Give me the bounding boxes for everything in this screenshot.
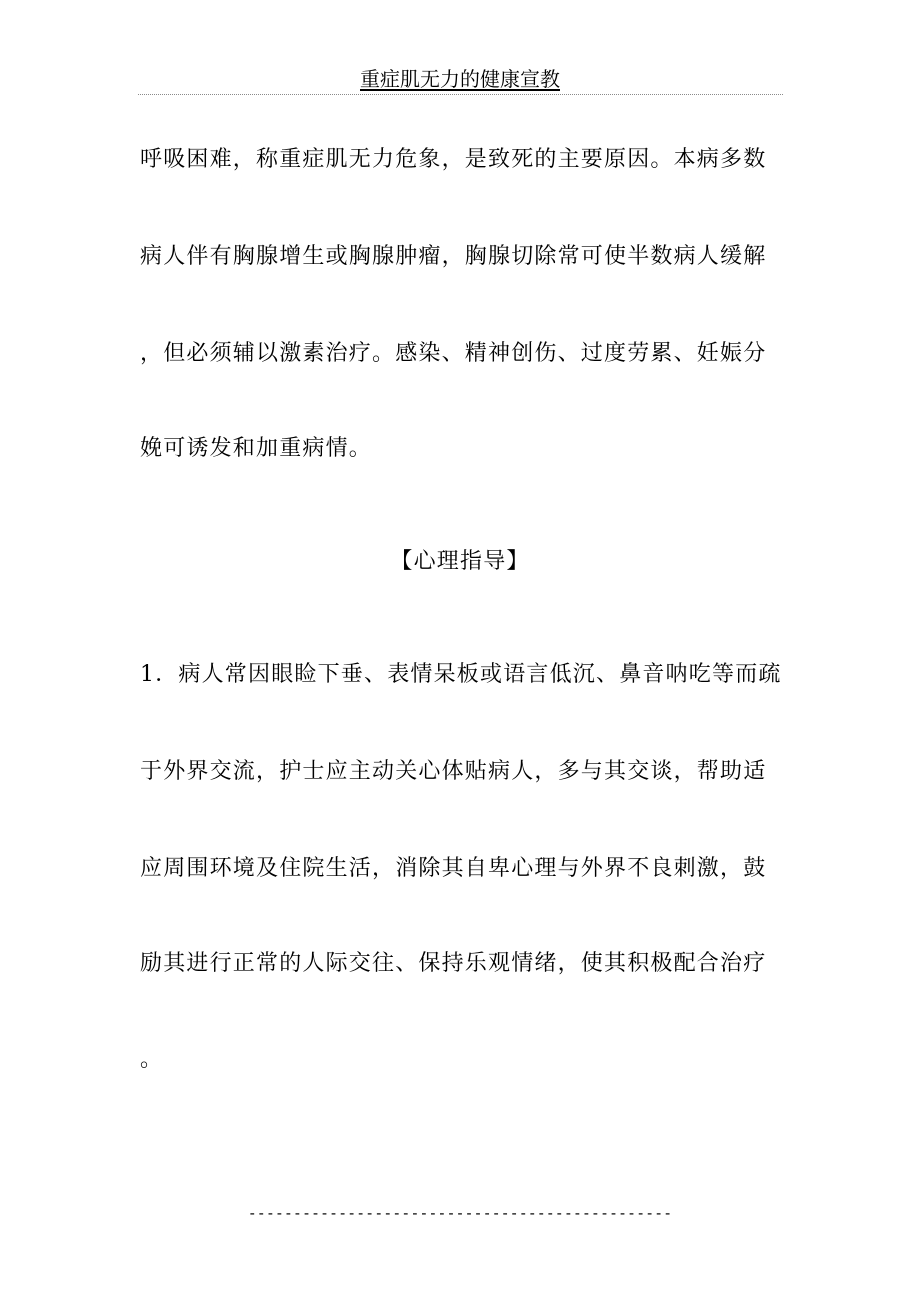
- paragraph-line: 呼吸困难，称重症肌无力危象，是致死的主要原因。本病多数: [140, 147, 767, 172]
- paragraph-line: ，但必须辅以激素治疗。感染、精神创伤、过度劳累、妊娠分: [140, 341, 767, 366]
- footer-divider: -----------------------------------------------: [247, 1204, 673, 1222]
- header-divider: [138, 94, 783, 95]
- paragraph-line: 娩可诱发和加重病情。: [140, 436, 373, 461]
- paragraph-line: 。: [140, 1047, 164, 1072]
- section-heading-psychological-guidance: 【心理指导】: [390, 549, 530, 574]
- paragraph-line: 应周围环境及住院生活，消除其自卑心理与外界不良刺激，鼓: [140, 856, 767, 881]
- paragraph-line: 励其进行正常的人际交往、保持乐观情绪，使其积极配合治疗: [140, 951, 767, 976]
- document-title: 重症肌无力的健康宣教: [360, 67, 560, 91]
- paragraph-line: 于外界交流，护士应主动关心体贴病人，多与其交谈，帮助适: [140, 759, 767, 784]
- paragraph-line: 1．病人常因眼睑下垂、表情呆板或语言低沉、鼻音呐吃等而疏: [140, 662, 782, 687]
- paragraph-line: 病人伴有胸腺增生或胸腺肿瘤，胸腺切除常可使半数病人缓解: [140, 244, 767, 269]
